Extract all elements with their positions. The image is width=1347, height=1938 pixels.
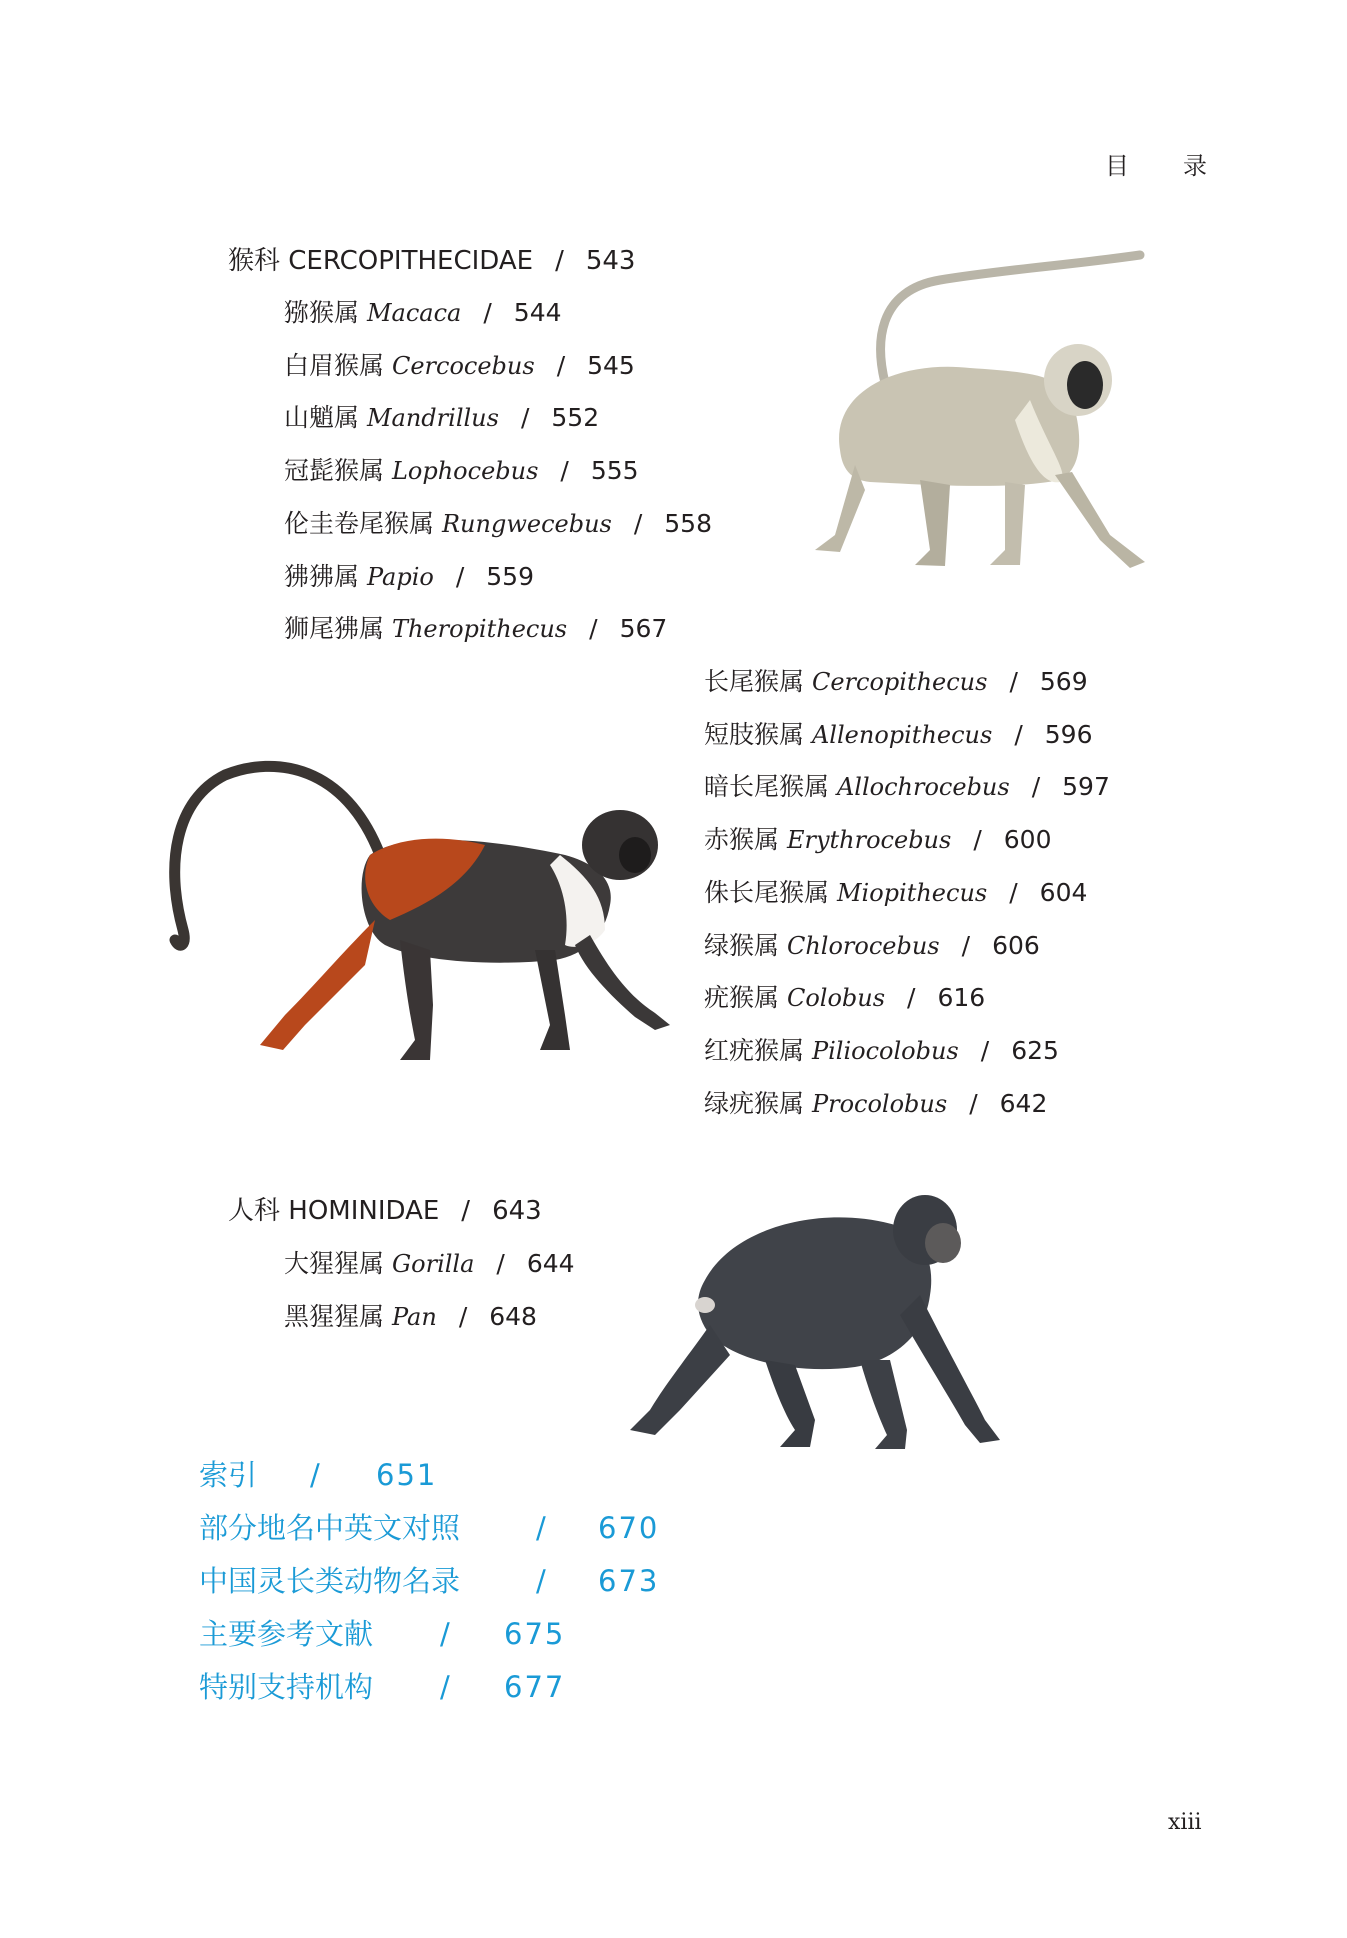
- family-cercopithecidae[interactable]: [228, 246, 635, 276]
- toc-entry[interactable]: [704, 931, 1040, 961]
- separator: /: [560, 456, 569, 486]
- separator: /: [907, 983, 916, 1013]
- genus-latin: Lophocebus: [391, 457, 539, 486]
- genus-cn: 黑猩猩属: [284, 1301, 385, 1331]
- genus-page: 606: [992, 930, 1040, 960]
- genus-page: 597: [1062, 772, 1110, 802]
- toc-entry[interactable]: [284, 456, 639, 486]
- toc-entry[interactable]: [704, 667, 1088, 697]
- genus-page: 545: [587, 350, 635, 380]
- genus-cn: 绿疣猴属: [704, 1088, 805, 1118]
- toc-entry[interactable]: [704, 878, 1087, 908]
- genus-latin: Erythrocebus: [786, 826, 952, 855]
- genus-page: 555: [590, 456, 639, 486]
- hind-leg-left: [815, 465, 865, 552]
- genus-latin: Cercocebus: [391, 351, 535, 380]
- separator: /: [458, 1301, 468, 1331]
- page-number: xiii: [1168, 1810, 1202, 1835]
- genus-latin: Mandrillus: [366, 404, 499, 433]
- genus-page: 625: [1011, 1035, 1059, 1065]
- separator: /: [440, 1617, 450, 1651]
- appendix-entry-primate-list[interactable]: [199, 1564, 659, 1598]
- genus-page: 642: [999, 1088, 1048, 1118]
- genus-latin: Piliocolobus: [811, 1036, 959, 1065]
- separator: /: [555, 246, 564, 276]
- genus-page: 559: [486, 561, 534, 591]
- toc-entry[interactable]: [704, 983, 985, 1013]
- genus-latin: Cercopithecus: [811, 668, 988, 696]
- fore-arm-left: [860, 1360, 907, 1449]
- hind-leg-left: [630, 1325, 730, 1435]
- appendix-entry-supporters[interactable]: [199, 1670, 659, 1704]
- separator: /: [969, 1088, 978, 1118]
- genus-latin: Theropithecus: [391, 615, 568, 644]
- genus-cn: 赤猴属: [704, 825, 780, 855]
- appendix-entry-place-names[interactable]: [199, 1511, 659, 1545]
- hind-leg-right: [400, 940, 433, 1060]
- header-char-1: 目: [1105, 152, 1129, 180]
- genus-cn: 侏长尾猴属: [704, 877, 830, 907]
- genus-cn: 白眉猴属: [284, 350, 385, 380]
- fore-leg-left: [990, 482, 1025, 565]
- appendix-entry-index[interactable]: [199, 1458, 659, 1492]
- grey-monkey-illustration: [810, 250, 1170, 580]
- face: [925, 1223, 961, 1263]
- genus-latin: Allochrocebus: [836, 773, 1010, 802]
- red-backed-monkey-illustration: [165, 745, 675, 1085]
- appendix-page: 651: [376, 1458, 438, 1492]
- separator: /: [483, 298, 492, 327]
- genus-page: 552: [551, 403, 600, 433]
- toc-entry[interactable]: [284, 403, 599, 433]
- header-char-2: 录: [1183, 152, 1207, 180]
- appendix-page: 677: [504, 1670, 566, 1704]
- genus-latin: Gorilla: [391, 1250, 475, 1278]
- genus-page: 648: [489, 1301, 537, 1331]
- genus-latin: Papio: [366, 562, 434, 591]
- separator: /: [536, 1511, 546, 1545]
- toc-entry[interactable]: [704, 1089, 1047, 1119]
- page-header: [1105, 146, 1207, 181]
- separator: /: [1031, 772, 1041, 802]
- genus-latin: Miopithecus: [836, 878, 988, 907]
- hind-leg-right: [915, 480, 950, 566]
- genus-cn: 疣猴属: [704, 983, 780, 1013]
- fore-leg-right: [575, 935, 670, 1030]
- appendix-title: 中国灵长类动物名录: [199, 1564, 461, 1598]
- toc-entry[interactable]: [284, 509, 712, 539]
- separator: /: [961, 930, 971, 960]
- toc-entry[interactable]: [284, 1302, 537, 1332]
- family-hominidae[interactable]: [228, 1196, 542, 1226]
- separator: /: [633, 508, 643, 538]
- appendix-title: 部分地名中英文对照: [199, 1511, 461, 1545]
- genus-latin: Colobus: [786, 984, 886, 1013]
- toc-entry[interactable]: [704, 1036, 1059, 1066]
- face: [1067, 361, 1103, 409]
- toc-entry[interactable]: [704, 825, 1051, 855]
- tail: [175, 766, 380, 945]
- genus-page: 616: [937, 983, 986, 1013]
- hind-leg-right: [765, 1360, 815, 1447]
- family-cn: 人科: [228, 1196, 281, 1226]
- genus-cn: 山魈属: [284, 403, 360, 433]
- separator: /: [455, 561, 465, 591]
- genus-page: 596: [1044, 719, 1093, 749]
- genus-page: 604: [1039, 877, 1088, 907]
- genus-page: 644: [526, 1249, 575, 1278]
- genus-latin: Macaca: [366, 299, 462, 327]
- separator: /: [1009, 667, 1018, 696]
- separator: /: [973, 825, 982, 855]
- genus-latin: Procolobus: [811, 1089, 948, 1118]
- family-en: CERCOPITHECIDAE: [288, 246, 534, 276]
- separator: /: [496, 1249, 505, 1278]
- genus-page: 567: [619, 614, 668, 644]
- toc-entry[interactable]: [284, 351, 635, 381]
- genus-latin: Chlorocebus: [786, 931, 940, 960]
- toc-entry[interactable]: [704, 720, 1092, 750]
- genus-cn: 大猩猩属: [284, 1249, 385, 1278]
- separator: /: [980, 1035, 990, 1065]
- genus-cn: 伦圭卷尾猴属: [284, 508, 435, 538]
- genus-cn: 长尾猴属: [704, 667, 805, 696]
- family-en: HOMINIDAE: [288, 1196, 440, 1226]
- appendix-title: 索引: [199, 1458, 258, 1492]
- separator: /: [440, 1670, 450, 1704]
- genus-page: 558: [664, 508, 712, 538]
- separator: /: [536, 1564, 546, 1598]
- toc-entry[interactable]: [284, 1249, 575, 1279]
- family-page: 543: [585, 246, 636, 276]
- genus-cn: 红疣猴属: [704, 1035, 805, 1065]
- genus-latin: Rungwecebus: [441, 509, 612, 538]
- genus-cn: 暗长尾猴属: [704, 772, 830, 802]
- chimpanzee-illustration: [625, 1185, 1010, 1455]
- toc-entry[interactable]: [284, 562, 534, 592]
- toc-entry[interactable]: [704, 772, 1110, 802]
- appendix-page: 670: [598, 1511, 660, 1545]
- genus-cn: 狮尾狒属: [284, 614, 385, 644]
- hind-leg-left: [260, 920, 375, 1050]
- separator: /: [556, 350, 566, 380]
- separator: /: [1014, 719, 1023, 749]
- toc-entry[interactable]: [284, 614, 667, 644]
- family-cn: 猴科: [228, 246, 281, 276]
- fore-leg-right: [1055, 472, 1145, 568]
- separator: /: [589, 614, 598, 644]
- appendix-page: 673: [598, 1564, 660, 1598]
- appendix-entry-references[interactable]: [199, 1617, 659, 1651]
- fore-arm-right: [900, 1295, 1000, 1443]
- appendix-page: 675: [504, 1617, 566, 1651]
- family-page: 643: [492, 1196, 542, 1226]
- genus-cn: 冠髭猴属: [284, 456, 385, 486]
- toc-entry[interactable]: [284, 298, 562, 328]
- fore-leg-left: [535, 950, 570, 1050]
- rump-patch: [695, 1297, 715, 1313]
- separator: /: [520, 403, 530, 433]
- genus-cn: 绿猴属: [704, 930, 780, 960]
- appendix-title: 主要参考文献: [199, 1617, 374, 1651]
- genus-cn: 猕猴属: [284, 298, 360, 327]
- appendix-title: 特别支持机构: [199, 1670, 374, 1704]
- genus-cn: 短肢猴属: [704, 719, 805, 749]
- genus-page: 544: [513, 298, 562, 327]
- genus-latin: Allenopithecus: [811, 720, 993, 749]
- genus-cn: 狒狒属: [284, 561, 360, 591]
- separator: /: [461, 1196, 471, 1226]
- separator: /: [310, 1458, 320, 1492]
- genus-latin: Pan: [391, 1302, 437, 1331]
- genus-page: 600: [1003, 825, 1052, 855]
- face: [619, 837, 651, 873]
- genus-page: 569: [1039, 667, 1088, 696]
- separator: /: [1009, 877, 1018, 907]
